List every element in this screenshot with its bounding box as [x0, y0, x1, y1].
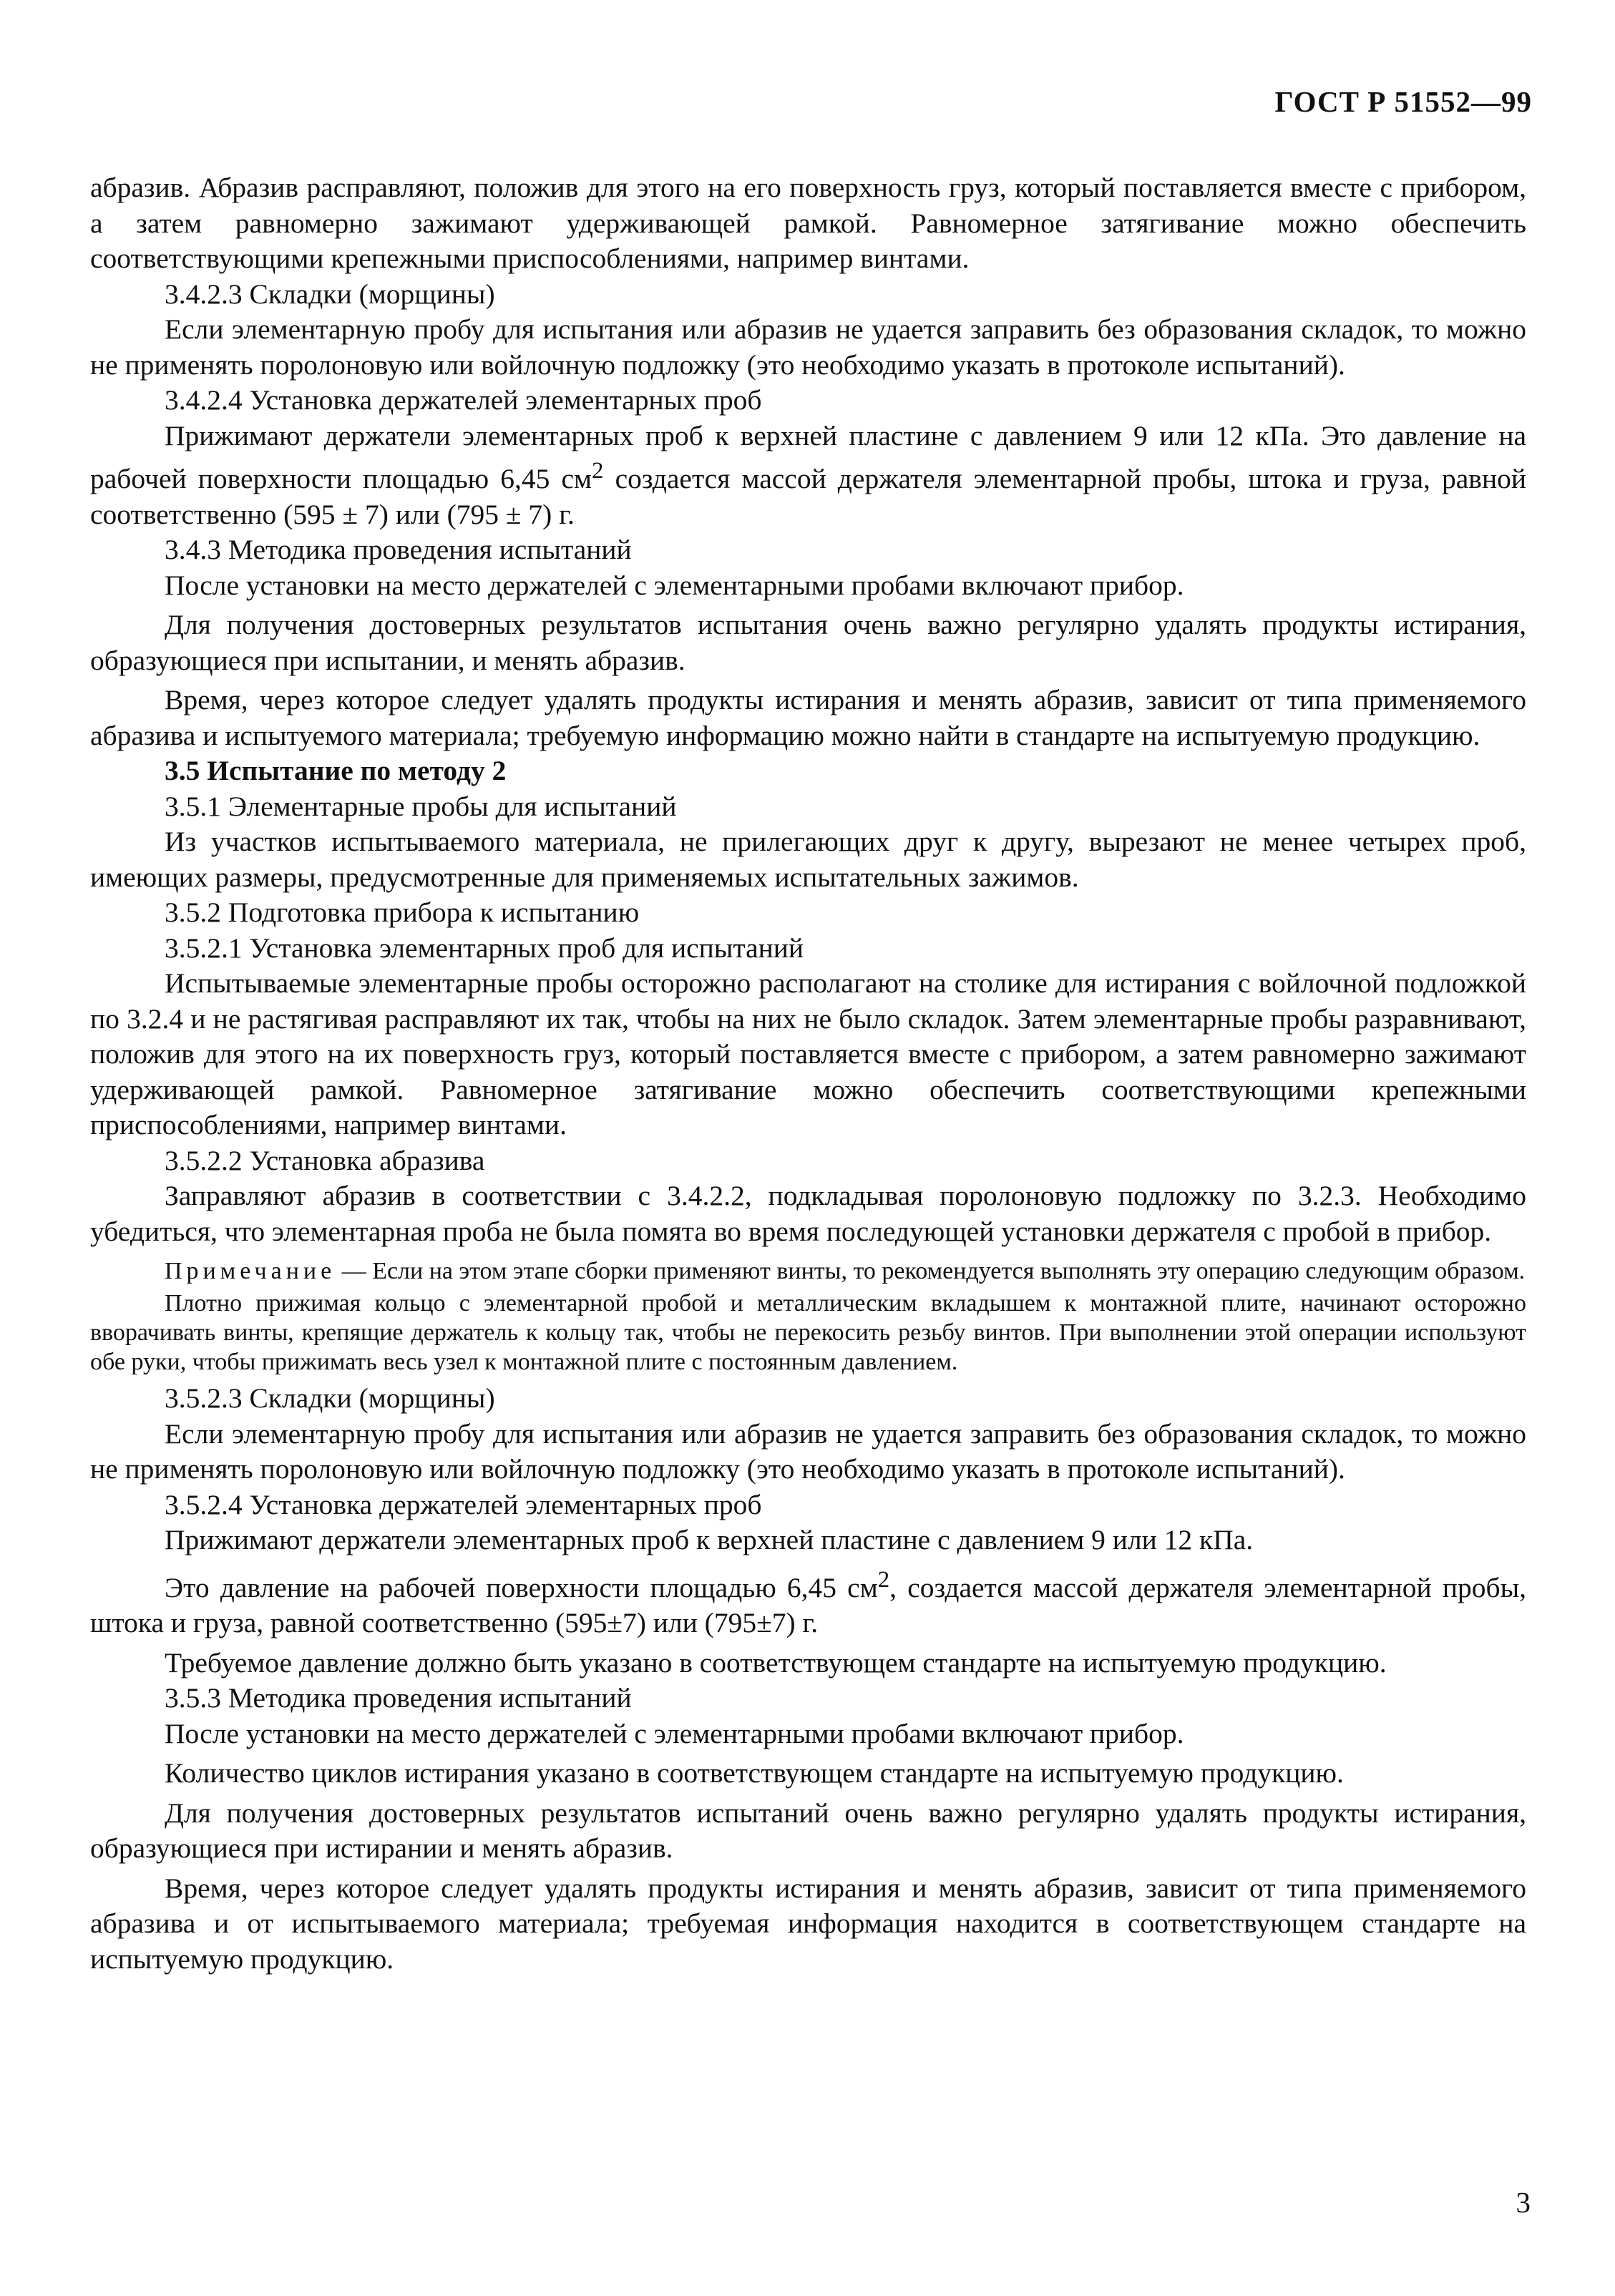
section-heading-3-5: 3.5 Испытание по методу 2	[165, 755, 507, 787]
paragraph-3-5-3-3: Для получения достоверных результатов испытаний очень важно регулярно удалять продукты истирания, образующиеся при истирании и менять абразив.	[90, 1797, 1526, 1865]
page-number: 3	[1516, 2186, 1531, 2219]
note-label: Примечание	[165, 1258, 336, 1285]
section-heading-3-5-2: 3.5.2 Подготовка прибора к испытанию	[165, 897, 640, 929]
superscript-2: 2	[592, 458, 604, 484]
paragraph-3-5-2-4-2-text-a: Это давление на рабочей поверхности площадью 6,45 см	[165, 1571, 878, 1603]
paragraph-3-5-2-2: Заправляют абразив в соответствии с 3.4.2.2, подкладывая поролоновую подложку по 3.2.3. Необходимо убедиться, что элементарная проба не была помята во время последующей установки держателя с пробой в прибор.	[90, 1180, 1526, 1247]
note-paragraph-2: Плотно прижимая кольцо с элементарной пробой и металлическим вкладышем к монтажной плите, начинают осторожно вворачивать винты, крепящие держатель к кольцу так, чтобы не перекосить резьбу винтов. При выполнении этой операции используют обе руки, чтобы прижимать весь узел к монтажной плите с постоянным давлением.	[90, 1290, 1526, 1376]
section-heading-3-4-3: 3.4.3 Методика проведения испытаний	[165, 534, 632, 566]
paragraph-3-4-2-4-text-b: создается массой держателя элементарной пробы, штока и груза, равной соответственно (595 ± 7) или (795 ± 7) г.	[90, 463, 1526, 530]
paragraph-3-5-2-4-3: Требуемое давление должно быть указано в соответствующем стандарте на испытуемую продукцию.	[165, 1646, 1387, 1679]
document-body	[90, 170, 1526, 1977]
section-heading-3-5-2-4: 3.5.2.4 Установка держателей элементарных проб	[165, 1488, 762, 1520]
paragraph-continuation: абразив. Абразив расправляют, положив для этого на его поверхность груз, который поставляется вместе с прибором, а затем равномерно зажимают удерживающей рамкой. Равномерное затягивание можно обеспечить соответствующими крепежными приспособлениями, например винтами.	[90, 172, 1526, 274]
section-heading-3-5-2-1: 3.5.2.1 Установка элементарных проб для испытаний	[165, 932, 804, 964]
superscript-2: 2	[877, 1566, 890, 1593]
section-heading-3-4-2-4: 3.4.2.4 Установка держателей элементарных проб	[165, 384, 762, 416]
paragraph-3-5-2-3: Если элементарную пробу для испытания или абразив не удается заправить без образования складок, то можно не применять поролоновую или войлочную подложку (это необходимо указать в протоколе испытаний).	[90, 1417, 1526, 1485]
paragraph-3-4-3-1: После установки на место держателей с элементарными пробами включают прибор.	[165, 569, 1184, 601]
paragraph-3-4-2-3: Если элементарную пробу для испытания или абразив не удается заправить без образования складок, то можно не применять поролоновую или войлочную подложку (это необходимо указать в протоколе испытаний).	[90, 313, 1526, 381]
paragraph-3-5-2-1: Испытываемые элементарные пробы осторожно располагают на столике для истирания с войлочной подложкой по 3.2.4 и не растягивая расправляют их так, чтобы на них не было складок. Затем элементарные пробы разравнивают, положив для этого на их поверхность груз, который поставляется вместе с прибором, а затем равномерно зажимают удерживающей рамкой. Равномерное затягивание можно обеспечить соответствующими крепежными приспособлениями, например винтами.	[90, 967, 1526, 1141]
paragraph-3-5-2-4-2-text-b: , создается массой держателя элементарной пробы, штока и груза, равной соответственно (595±7) или (795±7) г.	[90, 1571, 1526, 1639]
paragraph-3-5-2-4-1: Прижимают держатели элементарных проб к верхней пластине с давлением 9 или 12 кПа.	[165, 1524, 1254, 1556]
document-id-header: ГОСТ Р 51552—99	[1274, 85, 1532, 118]
paragraph-3-5-2-4-2	[90, 1563, 1526, 1641]
section-heading-3-5-2-2: 3.5.2.2 Установка абразива	[165, 1144, 485, 1176]
paragraph-3-4-2-4-text-a: Прижимают держатели элементарных проб к верхней пластине с давлением 9 или 12 кПа. Это давление на рабочей поверхности площадью 6,45 см	[90, 419, 1526, 495]
paragraph-3-4-3-2: Для получения достоверных результатов испытания очень важно регулярно удалять продукты истирания, образующиеся при испытании, и менять абразив.	[90, 609, 1526, 676]
section-heading-3-4-2-3: 3.4.2.3 Складки (морщины)	[165, 278, 495, 310]
paragraph-3-4-3-3: Время, через которое следует удалять продукты истирания и менять абразив, зависит от типа применяемого абразива и испытуемого материала; требуемую информацию можно найти в стандарте на испытуемую продукцию.	[90, 684, 1526, 751]
note-paragraph	[90, 1256, 1526, 1286]
section-heading-3-5-1: 3.5.1 Элементарные пробы для испытаний	[165, 790, 677, 822]
paragraph-3-5-3-4: Время, через которое следует удалять продукты истирания и менять абразив, зависит от типа применяемого абразива и от испытываемого материала; требуемая информация находится в соответствующем стандарте на испытуемую продукцию.	[90, 1872, 1526, 1975]
paragraph-3-5-3-2: Количество циклов истирания указано в соответствующем стандарте на испытуемую продукцию.	[165, 1757, 1344, 1789]
paragraph-3-5-3-1: После установки на место держателей с элементарными пробами включают прибор.	[165, 1717, 1184, 1749]
section-heading-3-5-3: 3.5.3 Методика проведения испытаний	[165, 1682, 632, 1714]
note-text: — Если на этом этапе сборки применяют винты, то рекомендуется выполнять эту операцию следующим образом.	[336, 1258, 1526, 1285]
paragraph-3-4-2-4	[90, 419, 1526, 533]
section-heading-3-5-2-3: 3.5.2.3 Складки (морщины)	[165, 1382, 495, 1415]
paragraph-3-5-1: Из участков испытываемого материала, не прилегающих друг к другу, вырезают не менее четырех проб, имеющих размеры, предусмотренные для применяемых испытательных зажимов.	[90, 826, 1526, 893]
